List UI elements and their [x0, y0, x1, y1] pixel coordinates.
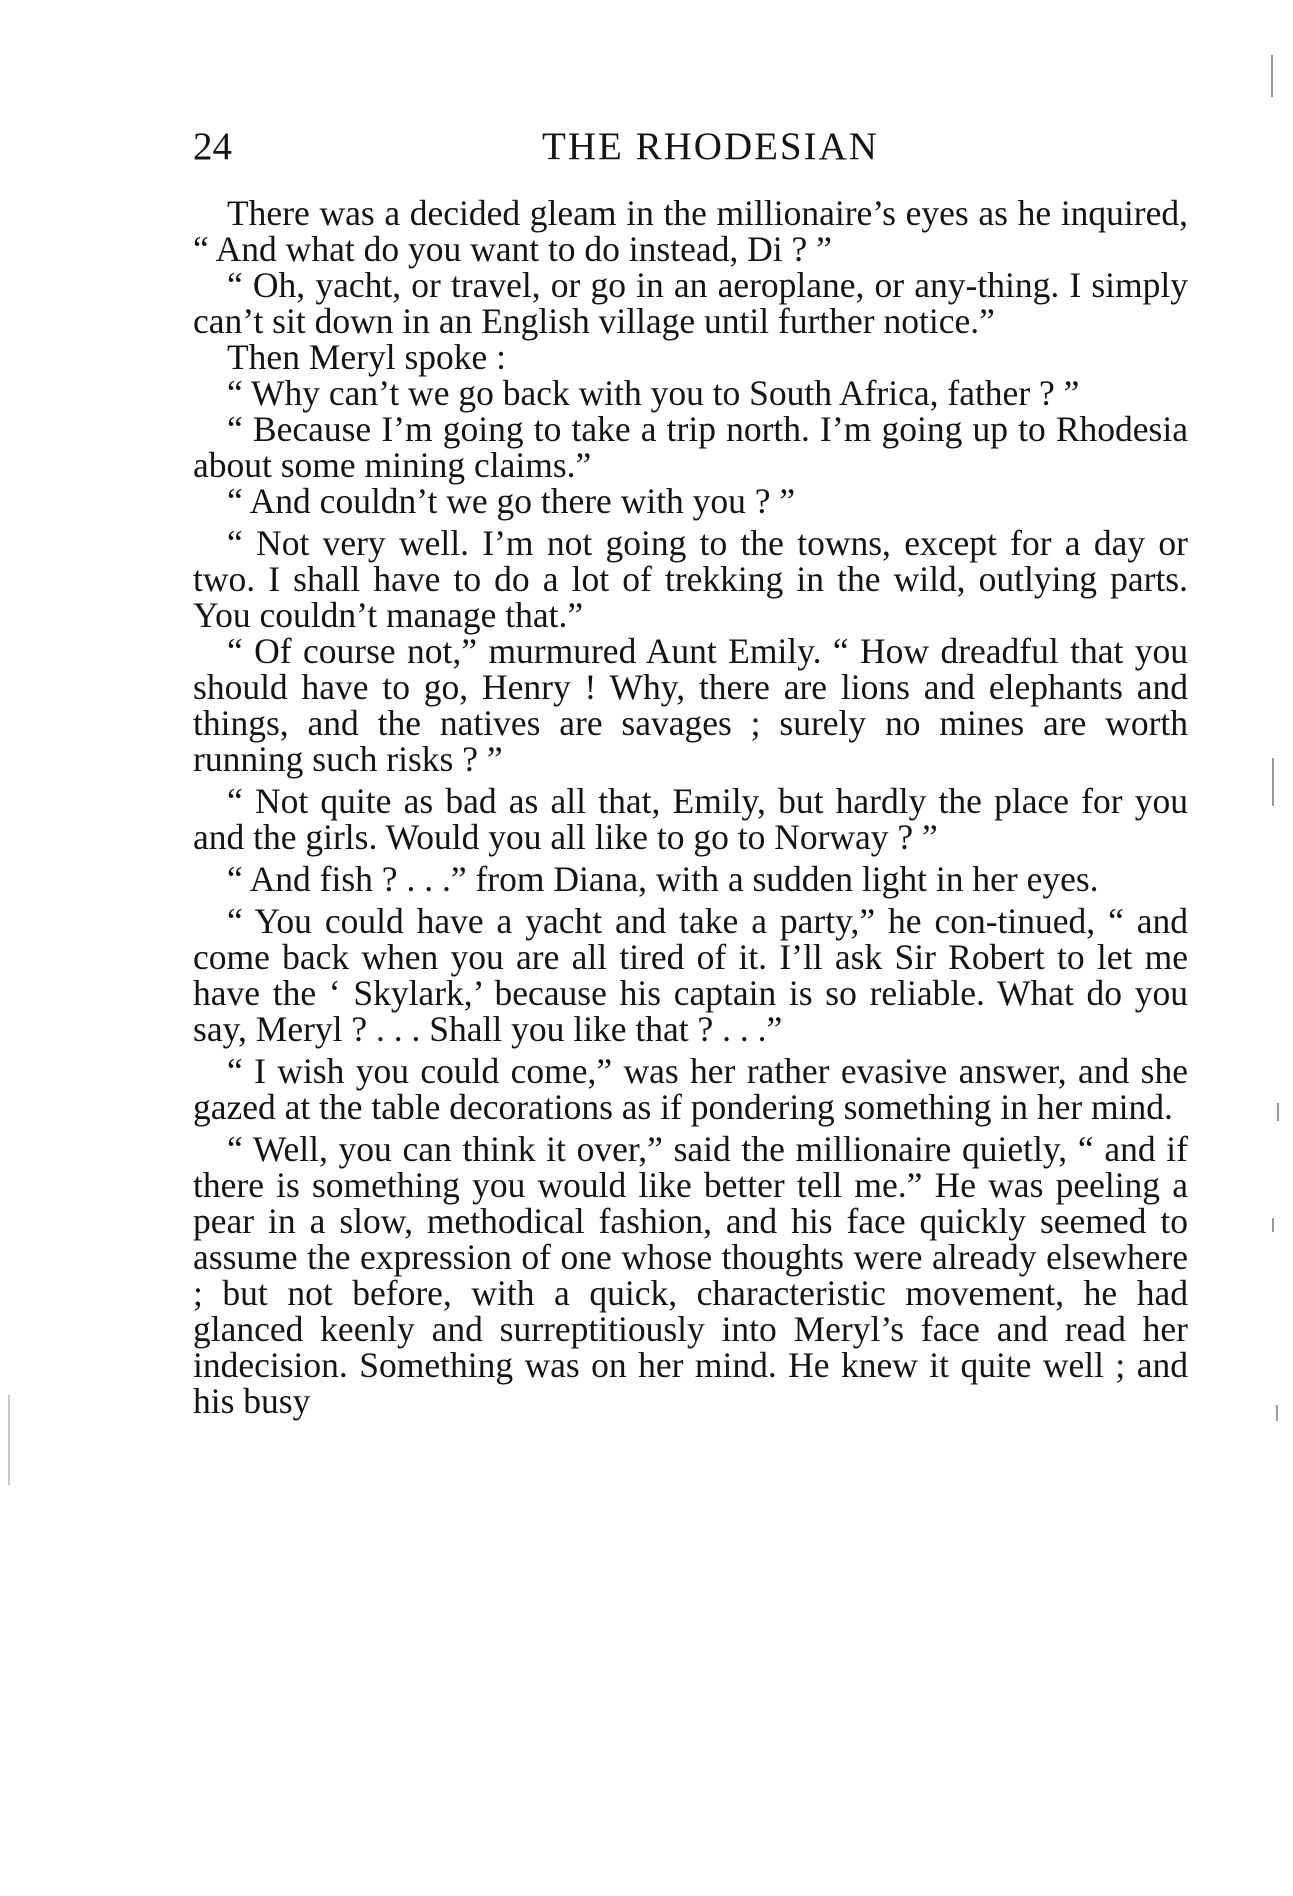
paragraph: “ Not quite as bad as all that, Emily, but hardly the place for you and the girls. Would you all like to go to Norway ? ”	[193, 781, 1188, 857]
paragraph: “ And fish ? . . .” from Diana, with a sudden light in her eyes.	[227, 859, 1099, 899]
paragraph: There was a decided gleam in the millionaire’s eyes as he inquired, “ And what do you want to do instead, Di ? ”	[193, 193, 1188, 269]
paragraph: “ Of course not,” murmured Aunt Emily. “ How dreadful that you should have to go, Henry ! Why, there are lions and elephants and things, and the natives are savages ; surely no mines are worth running such risks ? ”	[193, 631, 1188, 779]
page-number: 24	[193, 125, 232, 168]
scan-edge-mark	[8, 1395, 10, 1485]
scan-edge-mark	[1276, 1405, 1278, 1421]
body-text	[193, 195, 1188, 1419]
scan-edge-mark	[1271, 55, 1273, 97]
paragraph: “ Well, you can think it over,” said the millionaire quietly, “ and if there is something you would like better tell me.” He was peeling a pear in a slow, methodical fashion, and his face quickly seemed to assume the expression of one whose thoughts were already elsewhere ; but not before, with a quick, characteristic movement, he had glanced keenly and surreptitiously into Meryl’s face and read her indecision. Something was on her mind. He knew it quite well ; and his busy	[193, 1129, 1188, 1421]
paragraph: “ I wish you could come,” was her rather evasive answer, and she gazed at the table decorations as if pondering something in her mind.	[193, 1051, 1188, 1127]
scan-edge-mark	[1277, 1103, 1279, 1121]
scan-edge-mark	[1272, 1218, 1274, 1232]
paragraph: “ You could have a yacht and take a party,” he con-tinued, “ and come back when you are all tired of it. I’ll ask Sir Robert to let me have the ‘ Skylark,’ because his captain is so reliable. What do you say, Meryl ? . . . Shall you like that ? . . .”	[193, 901, 1188, 1049]
running-title: THE RHODESIAN	[542, 125, 879, 168]
paragraph: “ Why can’t we go back with you to South Africa, father ? ”	[227, 373, 1080, 413]
scan-edge-mark	[1272, 758, 1274, 806]
paragraph: “ Because I’m going to take a trip north. I’m going up to Rhodesia about some mining claims.”	[193, 409, 1188, 485]
paragraph: Then Meryl spoke :	[227, 337, 507, 377]
paragraph: “ And couldn’t we go there with you ? ”	[227, 481, 796, 521]
paragraph: “ Not very well. I’m not going to the towns, except for a day or two. I shall have to do a lot of trekking in the wild, outlying parts. You couldn’t manage that.”	[193, 523, 1188, 635]
paragraph: “ Oh, yacht, or travel, or go in an aeroplane, or any-thing. I simply can’t sit down in an English village until further notice.”	[193, 265, 1188, 341]
page-header	[193, 122, 1188, 172]
